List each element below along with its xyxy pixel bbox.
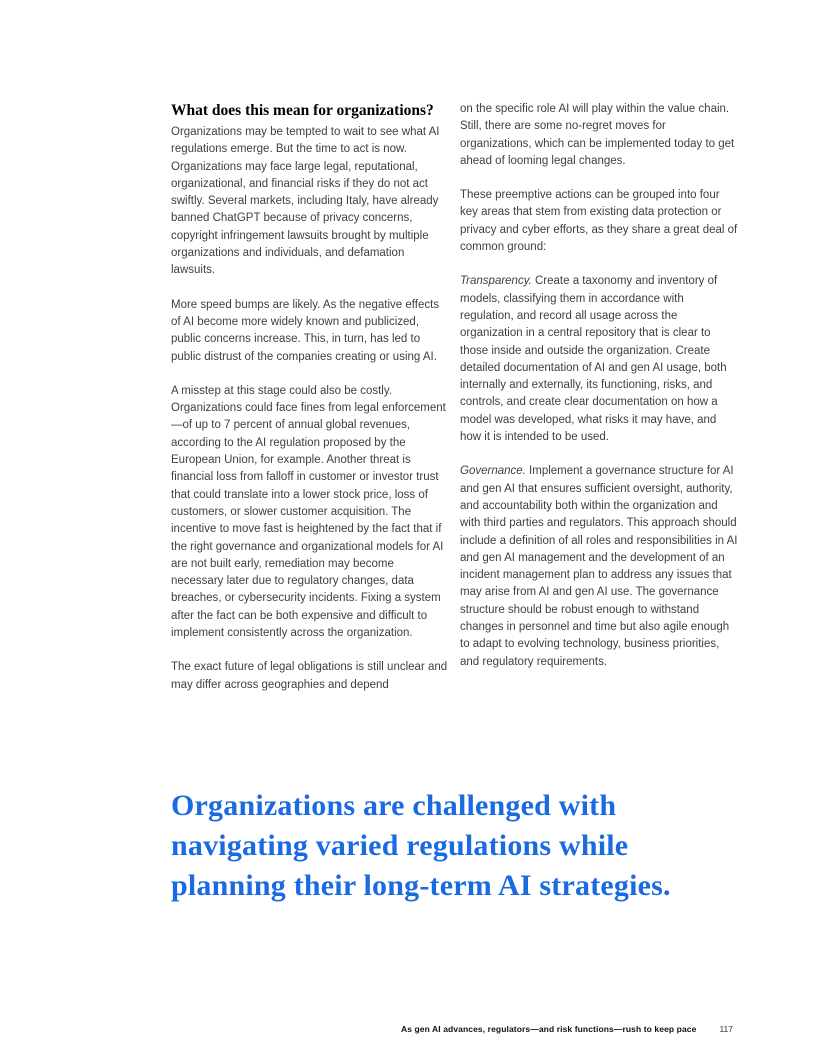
paragraph-text: Organizations may be tempted to wait to see what AI regulations emerge. But the time to act is now. Organizations may face large legal, reputational, organizational, and financial risks if they do not act swiftly. Several markets, including Italy, have already banned ChatGPT because of privacy concerns, copyright infringement lawsuits brought by multiple organizations and individuals, and defamation lawsuits.	[171, 126, 440, 277]
pull-quote-line: navigating varied regulations while	[171, 829, 629, 862]
footer-page-number: 117	[719, 1024, 733, 1034]
page-footer	[0, 1024, 733, 1034]
paragraph	[460, 187, 738, 256]
paragraph-text: A misstep at this stage could also be costly. Organizations could face fines from legal enforcement—of up to 7 percent of annual global revenues, according to the AI regulation proposed by the European Union, for example. Another threat is financial loss from falloff in customer or investor trust that could translate into a lower stock price, loss of customers, or slower customer acquisition. The incentive to move fast is heightened by the fact that if the right governance and organizational models for AI are not built early, remediation may become necessary later due to regulatory changes, data breaches, or cybersecurity incidents. Fixing a system after the fact can be both expensive and difficult to implement consistently across the organization.	[171, 384, 446, 640]
paragraph	[171, 383, 449, 642]
paragraph-lead: Transparency.	[460, 275, 532, 288]
footer-running-title: As gen AI advances, regulators—and risk functions—rush to keep pace	[400, 1024, 697, 1034]
pull-quote-line: Organizations are challenged with	[171, 789, 617, 822]
section-heading: What does this mean for organizations?	[171, 102, 434, 119]
pull-quote-line: planning their long-term AI strategies.	[171, 869, 671, 902]
pull-quote	[171, 786, 751, 906]
paragraph-governance	[460, 463, 738, 671]
paragraph-text: on the specific role AI will play within the value chain. Still, there are some no-regret moves for organizations, which can be implemented today to get ahead of looming legal changes.	[460, 103, 735, 167]
paragraph-transparency	[460, 273, 738, 446]
paragraph	[171, 297, 449, 366]
paragraph-text: Implement a governance structure for AI and gen AI that ensures sufficient oversight, authority, and accountability both within the organization and with third parties and regulators. This approach should include a definition of all roles and responsibilities in AI and gen AI management and the development of an incident management plan to address any issues that may arise from AI and gen AI use. The governance structure should be robust enough to withstand changes in personnel and time but also agile enough to adapt to evolving technology, business priorities, and regulatory requirements.	[460, 465, 738, 668]
paragraph-lead: Governance.	[460, 465, 526, 478]
paragraph	[460, 101, 738, 170]
paragraph	[171, 659, 449, 694]
paragraph-text: More speed bumps are likely. As the negative effects of AI become more widely known and publicized, public concerns increase. This, in turn, has led to public distrust of the companies creating or using AI.	[171, 298, 440, 363]
paragraph-text: Create a taxonomy and inventory of models, classifying them in accordance with regulation, and record all usage across the organization in a central repository that is clear to those inside and outside the organization. Create detailed documentation of AI and gen AI usage, both internally and externally, its functioning, risks, and controls, and create clear documentation on how a model was developed, what risks it may have, and how it is intended to be used.	[460, 275, 727, 444]
paragraph-text: These preemptive actions can be grouped into four key areas that stem from existing data protection or privacy and cyber efforts, as they share a great deal of common ground:	[460, 189, 738, 254]
right-column	[460, 101, 738, 688]
paragraph	[171, 124, 449, 280]
left-column	[171, 101, 449, 711]
paragraph-text: The exact future of legal obligations is still unclear and may differ across geographies and depend	[171, 661, 448, 691]
